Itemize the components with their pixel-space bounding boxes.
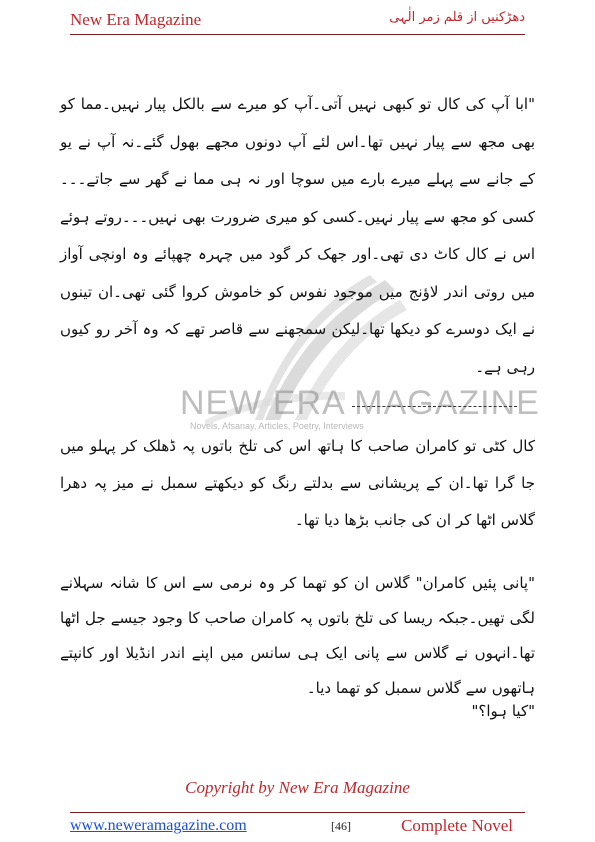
watermark-subtext: Novels, Afsanay, Articles, Poetry, Interviews: [190, 421, 364, 431]
footer-divider: [70, 812, 525, 813]
paragraph-4: "کیا ہوا؟": [471, 702, 535, 720]
novel-title: دھڑکنیں از قلم زمر الٰہی: [389, 10, 525, 25]
page-number: [46]: [331, 819, 351, 833]
paragraph-1: "ابا آپ کی کال تو کبھی نہیں آتی۔آپ کو میرے سے بالکل پیار نہیں۔مما کو بھی مجھ سے پیار نہیں تھا۔اس لئے آپ دونوں مجھے بھول گئے۔نہ آپ نے یو کے جانے سے پہلے میرے بارے میں سوچا اور نہ ہی مما نے گھر سے جاتے۔۔۔کسی کو مجھ سے پیار نہیں۔کسی کو میری ضرورت بھی نہیں۔۔۔روتے ہوئے اس نے کال کاٹ دی تھی۔اور جھک کر گود میں چہرہ چھپائے وہ اونچی آواز میں روتی اندر لاؤنج میں موجود نفوس کو خاموش کروا گئی تھی۔ان تینوں نے ایک دوسرے کو دیکھا تھا۔لیکن سمجھنے سے قاصر تھے کہ وہ آخر رو کیوں رہی ہے۔: [60, 95, 535, 376]
paragraph-2: کال کٹی تو کامران صاحب کا ہاتھ اس کی تلخ باتوں پہ ڈھلک کر پہلو میں جا گرا تھا۔ان کے پریشانی سے بدلتے رنگ کو دیکھتے سمبل نے میز پہ دھرا گلاس اٹھا کر ان کی جانب بڑھا دیا تھا۔: [60, 437, 535, 529]
section-divider: [352, 406, 517, 407]
novel-type-label: Complete Novel: [401, 816, 513, 835]
watermark-text: NEW ERA MAGAZINE: [180, 384, 540, 422]
page-header: [70, 8, 525, 35]
website-link[interactable]: www.neweramagazine.com: [70, 817, 247, 834]
paragraph-3: "پانی پئیں کامران" گلاس ان کو تھما کر وہ نرمی سے اس کا شانہ سہلانے لگی تھیں۔جبکہ ریسا کی تلخ باتوں پہ کامران صاحب کا وجود جیسے جل اٹھا تھا۔انہوں نے گلاس سے پانی ایک ہی سانس میں اپنے اندر انڈیلا اور کانپتے ہاتھوں سے گلاس سمبل کو تھما دیا۔: [60, 574, 535, 697]
copyright-notice: Copyright by New Era Magazine: [185, 778, 410, 797]
magazine-name: New Era Magazine: [70, 10, 202, 29]
